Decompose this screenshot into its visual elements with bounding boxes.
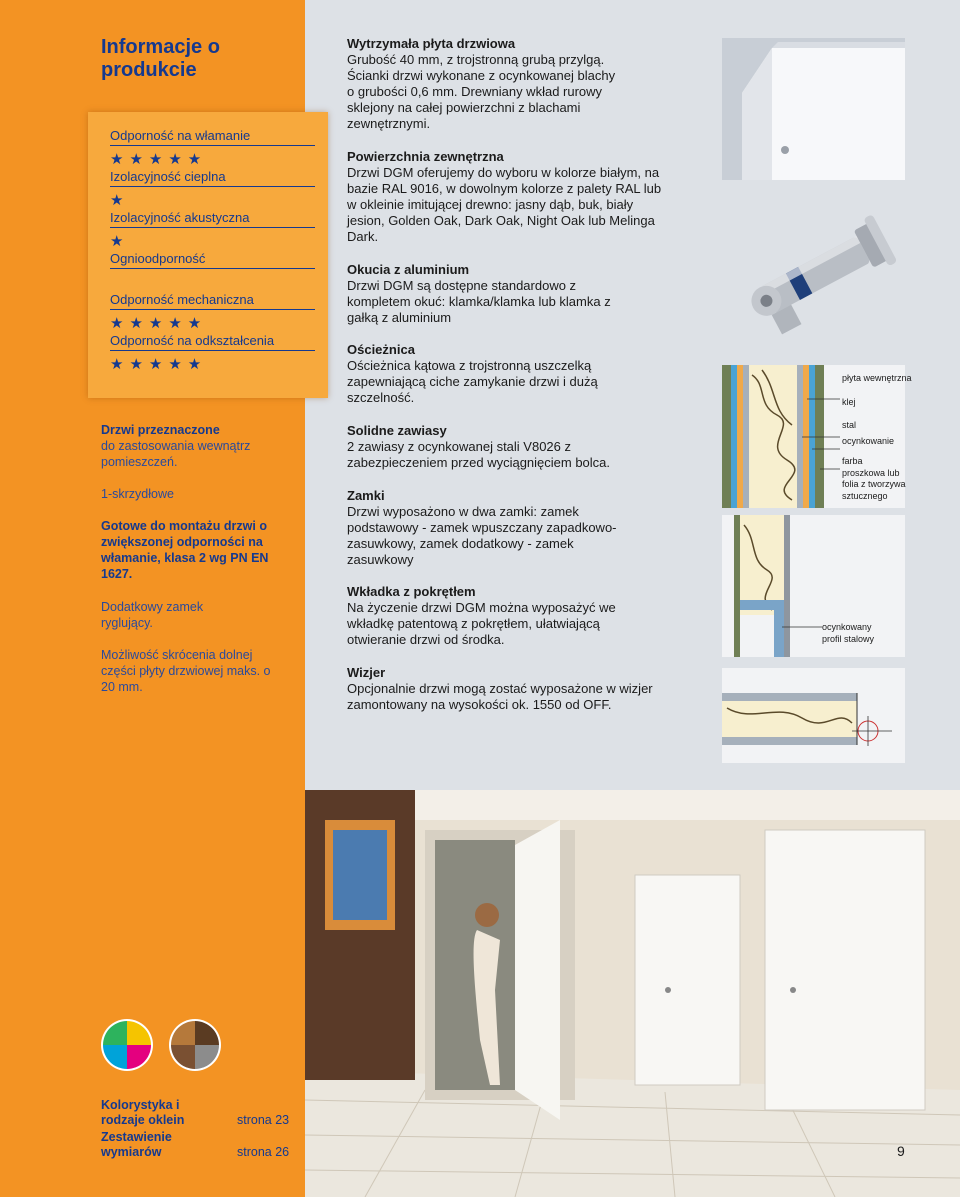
rating-stars: ★ <box>110 192 130 209</box>
section-body: Na życzenie drzwi DGM można wyposażyć we wkładkę patentową z pokrętłem, ułatwiającą otwieranie drzwi od środka. <box>347 600 616 647</box>
label-inner-board: płyta wewnętrzna <box>842 373 912 383</box>
note-single-leaf: 1-skrzydłowe <box>101 487 174 501</box>
section-fittings <box>347 262 692 326</box>
section-heading: Wytrzymała płyta drzwiowa <box>347 36 516 51</box>
door-corner-image <box>722 38 905 180</box>
section-heading: Ościeżnica <box>347 342 415 357</box>
section-body: Drzwi wyposażono w dwa zamki: zamek podstawowy - zamek wpuszczany zapadkowo-zasuwkowy, zamek dodatkowy - zamek zasuwkowy <box>347 504 617 567</box>
rating-stars: ★ <box>110 233 130 250</box>
section-locks <box>347 488 692 568</box>
rating-thermal <box>110 169 315 209</box>
note-intended-use-detail: do zastosowania wewnątrz pomieszczeń. <box>101 439 251 469</box>
section-heading: Solidne zawiasy <box>347 423 447 438</box>
link-dimensions-page[interactable]: strona 26 <box>237 1145 290 1159</box>
note-extra-lock: Dodatkowy zamek ryglujący. <box>101 600 204 630</box>
interior-photo <box>305 790 960 1197</box>
label-coating: farba proszkowa lub folia z tworzywa sztucznego <box>842 456 906 501</box>
section-door-leaf <box>347 36 692 132</box>
page-number: 9 <box>897 1143 905 1159</box>
section-surface <box>347 149 692 245</box>
rating-label: Odporność mechaniczna <box>110 292 315 310</box>
rating-label: Izolacyjność akustyczna <box>110 210 315 228</box>
section-body: Drzwi DGM są dostępne standardowo z kompletem okuć: klamka/klamka lub klamka z gałką z aluminium <box>347 278 611 325</box>
section-hinges <box>347 423 692 471</box>
door-illustration <box>722 38 905 180</box>
section-body: Grubość 40 mm, z trojstronną grubą przylgą. Ścianki drzwi wykonane z ocynkowanej blachy o grubości 0,6 mm. Drewniany wkład rurowy sklejony na całej powierzchni z blachami zewnętrznymi. <box>347 52 616 131</box>
rating-burglary <box>110 128 315 168</box>
lock-cylinder-image <box>722 190 905 355</box>
label-galvanizing: ocynkowanie <box>842 436 895 446</box>
bottom-section-image <box>722 668 905 763</box>
section-body: Ościeżnica kątowa z trojstronną uszczelką zapewniającą ciche zamykanie drzwi i dużą szczelność. <box>347 358 598 405</box>
rating-label: Ognioodporność <box>110 251 315 269</box>
section-cylinder <box>347 584 692 648</box>
rating-stars: ★★★★★ <box>110 151 208 168</box>
rating-acoustic <box>110 210 315 250</box>
section-body: Drzwi DGM oferujemy do wyboru w kolorze białym, na bazie RAL 9016, w dowolnym kolorze z palety RAL lub w okleinie imitującej drewno: jasny dąb, buk, biały jesion, Golden Oak, Dark Oak, Night Oak lub Melinga Dark. <box>347 165 662 244</box>
rating-label: Odporność na włamanie <box>110 128 315 146</box>
note-intended-use: Drzwi przeznaczone <box>101 423 220 437</box>
note-ready-to-install: Gotowe do montażu drzwi o zwiększonej odporności na włamanie, klasa 2 wg PN EN 1627. <box>101 519 269 581</box>
rating-mechanical <box>110 292 315 332</box>
label-glue: klej <box>842 397 856 407</box>
rating-fire <box>110 251 315 273</box>
ratings-box <box>88 112 328 398</box>
rating-deformation <box>110 333 315 373</box>
link-colors-label[interactable]: Kolorystyka i rodzaje oklein <box>101 1098 185 1127</box>
rating-label: Odporność na odkształcenia <box>110 333 315 351</box>
section-heading: Zamki <box>347 488 385 503</box>
section-heading: Wkładka z pokrętłem <box>347 584 476 599</box>
interior-photo-image <box>305 790 960 1197</box>
link-dimensions-label[interactable]: Zestawienie wymiarów <box>101 1130 172 1159</box>
label-steel: stal <box>842 420 857 430</box>
rating-label: Izolacyjność cieplna <box>110 169 315 187</box>
rating-stars: ★★★★★ <box>110 315 208 332</box>
lock-cylinder-illustration <box>722 190 905 355</box>
section-peephole <box>347 665 692 713</box>
section-heading: Powierzchnia zewnętrzna <box>347 149 504 164</box>
rating-stars: ★★★★★ <box>110 356 208 373</box>
color-swatch-icon <box>100 1018 154 1072</box>
section-heading: Wizjer <box>347 665 386 680</box>
page-title: Informacje o produkcie <box>101 36 220 81</box>
section-heading: Okucia z aluminium <box>347 262 470 277</box>
section-body: 2 zawiasy z ocynkowanej stali V8026 z zabezpieczeniem przed wyciągnięciem bolca. <box>347 439 611 470</box>
link-colors-page[interactable]: strona 23 <box>237 1113 290 1127</box>
label-steel-profile: ocynkowany profil stalowy <box>822 622 875 644</box>
note-shortening: Możliwość skrócenia dolnej części płyty drzwiowej maks. o 20 mm. <box>101 648 271 694</box>
section-frame <box>347 342 692 406</box>
section-body: Opcjonalnie drzwi mogą zostać wyposażone w wizjer zamontowany na wysokości ok. 1550 od OFF. <box>347 681 653 712</box>
bottom-section-diagram <box>722 668 905 763</box>
wood-swatch-icon <box>168 1018 222 1072</box>
